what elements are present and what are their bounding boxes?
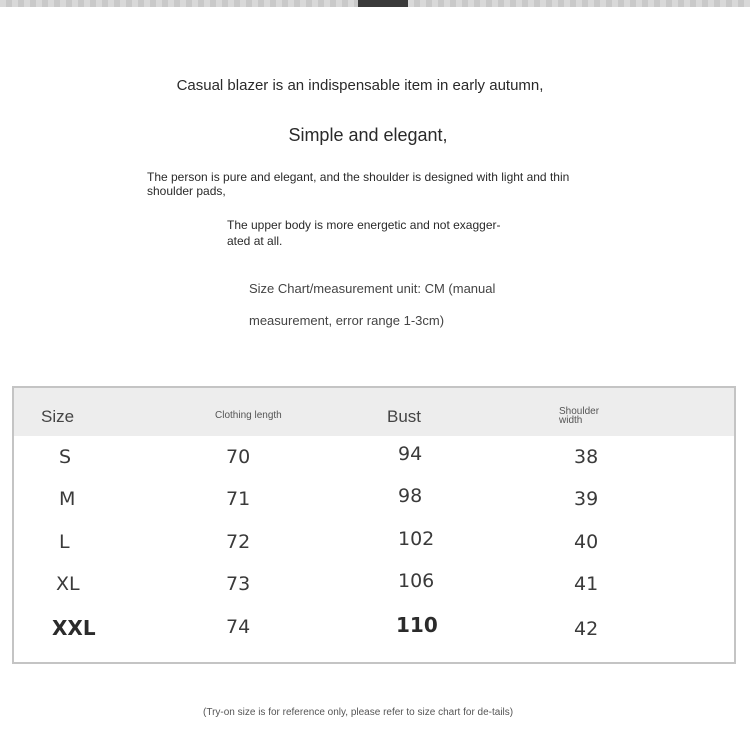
cell-bust: 106 bbox=[398, 570, 435, 592]
table-row bbox=[14, 613, 734, 658]
size-chart-error-line: measurement, error range 1-3cm) bbox=[249, 313, 445, 328]
table-row bbox=[14, 528, 734, 573]
cell-bust: 110 bbox=[396, 613, 438, 637]
table-row bbox=[14, 570, 734, 615]
cell-shoulder: 42 bbox=[574, 618, 599, 640]
table-row bbox=[14, 485, 734, 530]
cell-size: M bbox=[59, 488, 76, 510]
footer-note: (Try-on size is for reference only, please refer to size chart for de-tails) bbox=[203, 707, 514, 718]
intro-line-simple: Simple and elegant, bbox=[288, 125, 448, 145]
header-shoulder-width: Shoulder width bbox=[559, 406, 600, 426]
cell-size: XXL bbox=[52, 616, 96, 640]
cell-bust: 98 bbox=[398, 485, 423, 507]
cell-size: L bbox=[59, 531, 70, 553]
cell-shoulder: 38 bbox=[574, 446, 599, 468]
intro-line-autumn: Casual blazer is an indispensable item in early autumn, bbox=[176, 77, 544, 94]
header-clothing-length: Clothing length bbox=[215, 410, 282, 421]
cell-length: 73 bbox=[226, 573, 251, 595]
cell-length: 70 bbox=[226, 446, 251, 468]
size-chart-unit-line: Size Chart/measurement unit: CM (manual bbox=[249, 281, 496, 296]
cell-size: XL bbox=[56, 573, 80, 595]
header-size: Size bbox=[41, 407, 75, 426]
cell-shoulder: 41 bbox=[574, 573, 599, 595]
cell-length: 72 bbox=[226, 531, 251, 553]
cell-bust: 94 bbox=[398, 443, 423, 465]
cell-length: 71 bbox=[226, 488, 251, 510]
cell-shoulder: 40 bbox=[574, 531, 599, 553]
header-bust: Bust bbox=[387, 407, 422, 426]
table-row bbox=[14, 443, 734, 488]
cell-bust: 102 bbox=[398, 528, 435, 550]
intro-line-shoulder: The person is pure and elegant, and the shoulder is designed with light and thin shoulder pads, bbox=[147, 170, 570, 198]
size-table-header bbox=[14, 388, 734, 436]
cell-shoulder: 39 bbox=[574, 488, 599, 510]
cell-size: S bbox=[59, 446, 72, 468]
top-dark-tab bbox=[358, 0, 408, 7]
size-table bbox=[12, 386, 736, 664]
intro-line-upper-body: The upper body is more energetic and not exagger-ated at all. bbox=[227, 218, 501, 248]
cell-length: 74 bbox=[226, 616, 251, 638]
